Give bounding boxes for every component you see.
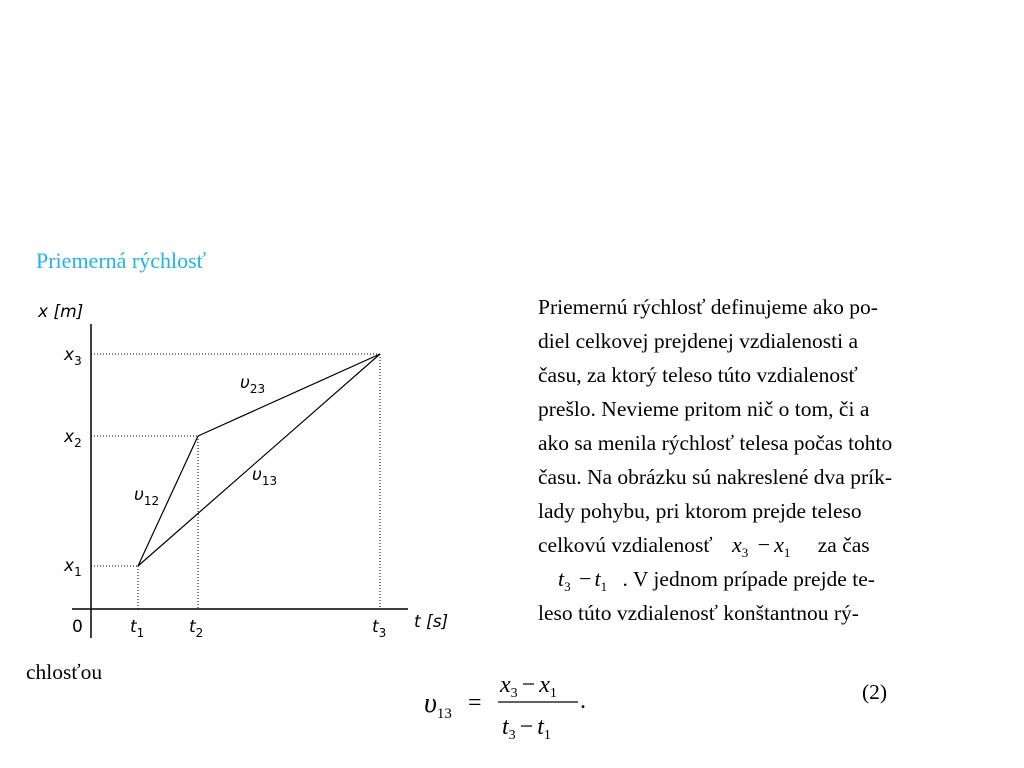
paragraph-line-with-time xyxy=(538,562,1018,596)
average-velocity-formula xyxy=(420,666,620,746)
paragraph-text: . V jednom prípade prejde te- xyxy=(622,567,875,591)
paragraph-line: Priemernú rýchlosť definujeme ako po- xyxy=(538,295,878,319)
tick-t3: $t_3$ xyxy=(372,617,387,640)
tick-x2: $x_2$ xyxy=(64,427,82,450)
paragraph-line: ako sa menila rýchlosť telesa počas tohto xyxy=(538,431,893,455)
position-time-graph xyxy=(28,290,468,650)
paragraph-text: celkovú vzdialenosť xyxy=(538,533,713,557)
formula-denominator: $t_3 - t_1$ xyxy=(502,714,551,743)
label-v13: $\upsilon_{13}$ xyxy=(252,465,278,488)
paragraph-line: času, za ktorý teleso túto vzdialenosť xyxy=(538,363,858,387)
y-axis-label: x [m] xyxy=(38,302,84,322)
equation-number: (2) xyxy=(862,680,888,704)
tick-t1: $t_1$ xyxy=(130,617,145,640)
label-v23: $\upsilon_{23}$ xyxy=(240,373,266,396)
paragraph-line-with-distance xyxy=(538,528,1018,562)
x-axis-label: t [s] xyxy=(414,612,449,632)
label-v12: $\upsilon_{12}$ xyxy=(134,485,160,508)
tick-t2: $t_2$ xyxy=(189,617,204,640)
paragraph-line: leso túto vzdialenosť konštantnou rý- xyxy=(538,601,859,625)
paragraph-text: za čas xyxy=(817,533,870,557)
tick-x3: $x_3$ xyxy=(64,345,82,368)
formula-numerator: $x_3 - x_1$ xyxy=(500,672,557,701)
paragraph-line: času. Na obrázku sú nakreslené dva prík- xyxy=(538,465,893,489)
segment-v23 xyxy=(198,354,380,436)
tick-x1: $x_1$ xyxy=(64,556,82,579)
formula-period: . xyxy=(580,688,586,714)
definition-paragraph xyxy=(538,290,1018,630)
continuation-text: chlosťou xyxy=(26,660,103,684)
formula-equals: = xyxy=(468,690,482,716)
formula-lhs: $\upsilon_{13}$ xyxy=(424,688,452,722)
paragraph-line: diel celkovej prejdenej vzdialenosti a xyxy=(538,329,858,353)
paragraph-line: prešlo. Nevieme pritom nič o tom, či a xyxy=(538,397,870,421)
paragraph-line: lady pohybu, pri ktorom prejde teleso xyxy=(538,499,862,523)
origin-label: 0 xyxy=(72,617,83,637)
slide-title: Priemerná rýchlosť xyxy=(36,248,207,273)
distance-expression: $x_3 - x_1$ xyxy=(731,532,791,560)
time-expression: $t_3 - t_1$ xyxy=(558,566,608,594)
